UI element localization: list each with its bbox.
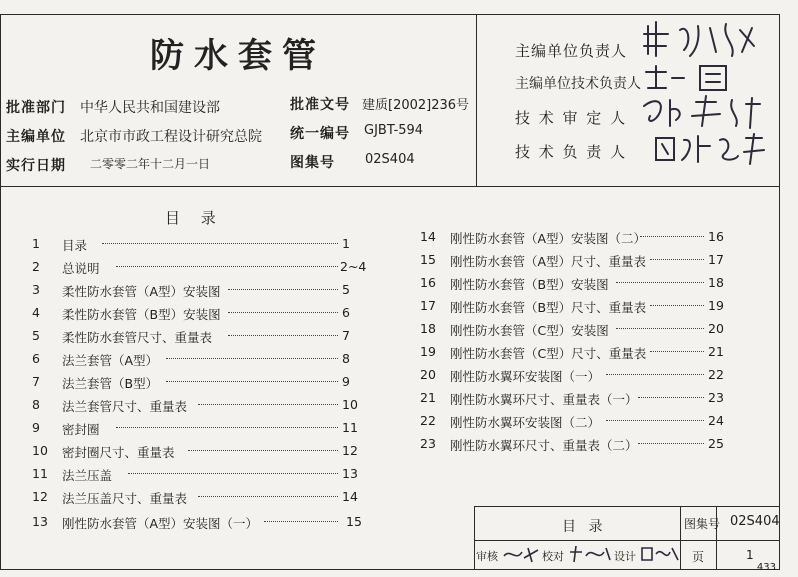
toc-leader	[616, 282, 704, 283]
toc-item-number: 6	[32, 351, 40, 366]
toc-leader	[264, 521, 338, 522]
toc-item-page: 11	[342, 420, 358, 435]
toc-item-title: 密封圈尺寸、重量表	[62, 445, 175, 460]
toc-item-title: 柔性防水套管尺寸、重量表	[62, 330, 213, 345]
toc-item	[32, 282, 362, 304]
toc-item-number: 13	[32, 514, 48, 529]
tech-review-label: 技 术 审 定 人	[515, 109, 628, 127]
toc-item-page: 23	[708, 390, 724, 405]
toc-item-number: 17	[420, 298, 436, 313]
signature-tech-review	[640, 92, 770, 132]
toc-item-title: 刚性防水翼环安装图（一）	[450, 369, 601, 384]
toc-item-title: 刚性防水翼环安装图（二）	[450, 415, 601, 430]
toc-item-page: 17	[708, 252, 724, 267]
toc-item-number: 19	[420, 344, 436, 359]
toc-item-number: 12	[32, 489, 48, 504]
toc-item	[32, 397, 362, 419]
toc-leader	[166, 358, 338, 359]
toc-item-title: 刚性防水套管（B型）尺寸、重量表	[450, 300, 647, 315]
toc-item-page: 25	[708, 436, 724, 451]
signature-tech-lead	[650, 130, 770, 168]
toc-item	[420, 275, 730, 297]
toc-item-number: 20	[420, 367, 436, 382]
toc-item	[32, 420, 362, 442]
atlas-label: 图集号	[684, 517, 721, 531]
tb-mid-line	[474, 540, 780, 541]
toc-leader	[188, 450, 338, 451]
toc-leader	[116, 427, 338, 428]
toc-leader	[198, 404, 338, 405]
toc-item-page: 2~4	[340, 259, 367, 274]
approval-dept-label: 批准部门	[6, 100, 66, 116]
toc-item-title: 法兰套管（B型）	[62, 376, 159, 391]
toc-leader	[640, 236, 704, 237]
check-label: 校对	[542, 550, 564, 563]
designer-signature	[640, 544, 680, 564]
chief-unit-label: 主编单位负责人	[515, 42, 628, 60]
unified-no-label: 统一编号	[290, 126, 350, 142]
toc-item-page: 24	[708, 413, 724, 428]
toc-item-page: 13	[342, 466, 358, 481]
reviewer-signature	[502, 544, 542, 564]
toc-item-page: 5	[342, 282, 350, 297]
toc-item-number: 22	[420, 413, 436, 428]
toc-item-title: 刚性防水套管（B型）安装图	[450, 277, 609, 292]
tech-lead-label: 技 术 负 责 人	[515, 143, 628, 161]
toc-item-page: 14	[342, 489, 358, 504]
header-divider	[476, 14, 477, 186]
atlas-value: 02S404	[730, 514, 780, 529]
toc-item	[32, 328, 362, 350]
toc-item-page: 10	[342, 397, 358, 412]
toc-item	[420, 413, 730, 435]
toc-item-page: 19	[708, 298, 724, 313]
page-label: 页	[692, 550, 705, 564]
toc-item-title: 目录	[62, 238, 88, 253]
toc-item	[32, 305, 362, 327]
toc-leader	[198, 496, 338, 497]
toc-item-page: 18	[708, 275, 724, 290]
toc-item	[420, 252, 730, 274]
toc-leader	[650, 305, 704, 306]
page-title: 防水套管	[150, 36, 326, 76]
toc-item-page: 16	[708, 229, 724, 244]
unified-no-value: GJBT-594	[364, 123, 424, 138]
toc-item-number: 9	[32, 420, 40, 435]
atlas-no-label: 图集号	[290, 155, 335, 171]
toc-item	[420, 367, 730, 389]
signature-chief-unit	[640, 16, 770, 62]
toc-item-title: 刚性防水套管（A型）安装图（一）	[62, 516, 259, 531]
editor-unit-label: 主编单位	[6, 129, 66, 145]
toc-item-page: 7	[342, 328, 350, 343]
toc-item	[32, 489, 362, 511]
toc-item-page: 1	[342, 236, 350, 251]
toc-item-page: 22	[708, 367, 724, 382]
toc-item-number: 4	[32, 305, 40, 320]
toc-item	[32, 374, 362, 396]
page-value: 1	[746, 548, 754, 562]
toc-item-number: 1	[32, 236, 40, 251]
review-label: 审核	[476, 550, 498, 563]
atlas-no-value: 02S404	[365, 152, 415, 167]
toc-item-number: 21	[420, 390, 436, 405]
toc-item	[420, 436, 730, 458]
toc-item-title: 法兰套管尺寸、重量表	[62, 399, 188, 414]
approval-dept-value: 中华人民共和国建设部	[80, 100, 220, 116]
toc-leader	[638, 443, 704, 444]
toc-item-title: 法兰压盖	[62, 468, 113, 483]
toc-item	[32, 259, 367, 281]
toc-item-number: 16	[420, 275, 436, 290]
toc-item-page: 21	[708, 344, 724, 359]
approval-doc-value: 建质[2002]236号	[362, 98, 470, 113]
toc-item-page: 20	[708, 321, 724, 336]
toc-item	[420, 229, 730, 251]
toc-leader	[638, 397, 704, 398]
toc-leader	[102, 243, 338, 244]
toc-item	[420, 298, 730, 320]
toc-item	[32, 514, 362, 536]
toc-leader	[228, 312, 338, 313]
toc-item-number: 18	[420, 321, 436, 336]
toc-item-number: 14	[420, 229, 436, 244]
toc-item-number: 11	[32, 466, 48, 481]
toc-leader	[616, 328, 704, 329]
toc-item-title: 刚性防水套管（A型）尺寸、重量表	[450, 254, 647, 269]
toc-item-number: 7	[32, 374, 40, 389]
toc-leader	[166, 381, 338, 382]
toc-item-page: 9	[342, 374, 350, 389]
toc-item	[32, 351, 362, 373]
toc-item-number: 3	[32, 282, 40, 297]
effective-date-value: 二零零二年十二月一日	[90, 157, 211, 171]
signature-chief-tech	[640, 60, 740, 94]
toc-heading: 目 录	[165, 209, 224, 227]
toc-item-title: 刚性防水套管（A型）安装图（二）	[450, 231, 647, 246]
toc-leader	[606, 374, 704, 375]
toc-item-number: 10	[32, 443, 48, 458]
design-label: 设计	[614, 550, 636, 563]
toc-item-number: 5	[32, 328, 40, 343]
toc-leader	[650, 259, 704, 260]
toc-item-page: 8	[342, 351, 350, 366]
toc-item-title: 刚性防水套管（C型）安装图	[450, 323, 609, 338]
page-number: 433	[756, 562, 776, 573]
toc-item-title: 刚性防水套管（C型）尺寸、重量表	[450, 346, 647, 361]
editor-unit-value: 北京市市政工程设计研究总院	[80, 129, 262, 145]
toc-item-number: 15	[420, 252, 436, 267]
toc-item	[32, 236, 352, 258]
tb-top-line	[474, 506, 780, 507]
toc-item-page: 12	[342, 443, 358, 458]
toc-item-page: 6	[342, 305, 350, 320]
chief-tech-label: 主编单位技术负责人	[515, 76, 641, 92]
effective-date-label: 实行日期	[6, 158, 66, 174]
toc-item	[32, 466, 362, 488]
toc-item-title: 柔性防水套管（B型）安装图	[62, 307, 221, 322]
toc-item-number: 8	[32, 397, 40, 412]
toc-item-number: 2	[32, 259, 40, 274]
toc-leader	[128, 473, 338, 474]
toc-item-title: 总说明	[62, 261, 100, 276]
approval-doc-label: 批准文号	[290, 97, 350, 113]
toc-item-title: 密封圈	[62, 422, 100, 437]
tb-divider-1	[680, 506, 681, 570]
toc-item-title: 刚性防水翼环尺寸、重量表（二）	[450, 438, 638, 453]
toc-item	[32, 443, 362, 465]
toc-item	[420, 321, 730, 343]
toc-leader	[650, 351, 704, 352]
sheet-title: 目 录	[562, 519, 607, 535]
toc-leader	[228, 335, 338, 336]
toc-item-title: 法兰压盖尺寸、重量表	[62, 491, 188, 506]
toc-item-title: 法兰套管（A型）	[62, 353, 159, 368]
toc-item	[420, 344, 730, 366]
toc-item-page: 15	[346, 514, 362, 529]
toc-leader	[228, 289, 338, 290]
toc-item-title: 柔性防水套管（A型）安装图	[62, 284, 221, 299]
toc-item	[420, 390, 730, 412]
checker-signature	[568, 544, 612, 564]
toc-item-title: 刚性防水翼环尺寸、重量表（一）	[450, 392, 638, 407]
toc-leader	[116, 266, 338, 267]
toc-item-number: 23	[420, 436, 436, 451]
toc-leader	[606, 420, 704, 421]
tb-left-line	[474, 506, 475, 570]
